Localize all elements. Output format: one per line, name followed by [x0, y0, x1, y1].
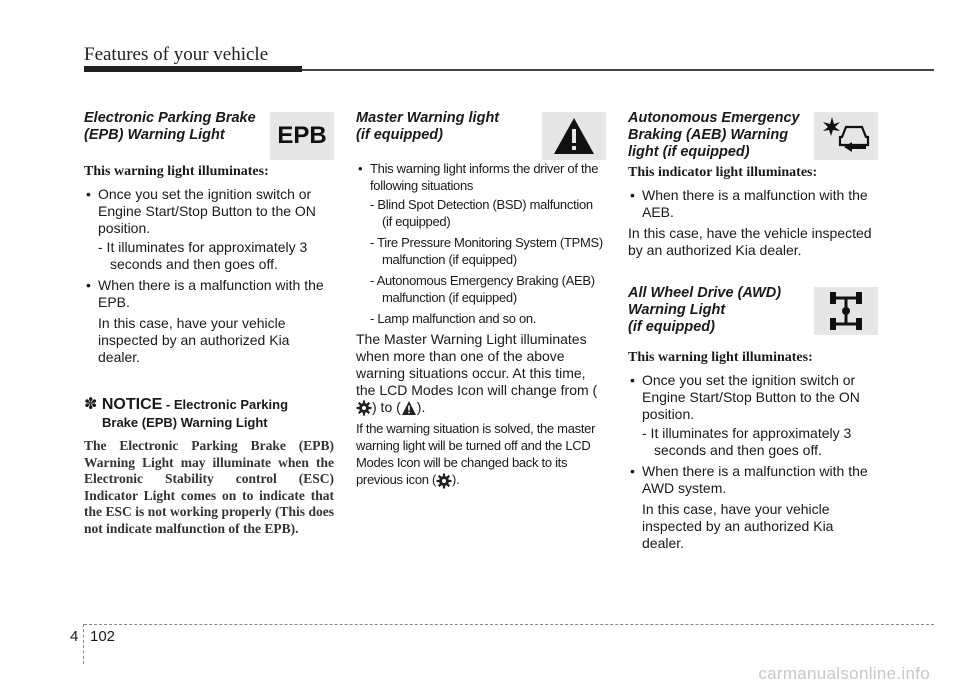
gear-icon [436, 473, 452, 489]
page-number: 102 [90, 628, 116, 645]
epb-inspect-note: In this case, have your vehicle inspected by an authorized Kia dealer. [98, 315, 290, 365]
notice-word: NOTICE [101, 396, 163, 413]
awd-inspect-note: In this case, have your vehicle inspected by an authorized Kia dealer. [642, 501, 834, 551]
master-sub-lamp: - Lamp malfunction and so on. [370, 311, 537, 326]
header-rule [302, 69, 934, 71]
aeb-bullet-malfunction: • When there is a malfunction with the AEB. [628, 187, 878, 221]
gear-icon [356, 400, 372, 416]
master-sub-aeb: - Autonomous Emergency Braking (AEB) malfunction (if equipped) [370, 273, 595, 305]
aeb-inspect-note: In this case, have the vehicle inspected by an authorized Kia dealer. [628, 225, 872, 258]
epb-bullet-ignition: • Once you set the ignition switch or Engine Start/Stop Button to the ON position. [84, 186, 334, 237]
master-sub-bsd: - Blind Spot Detection (BSD) malfunction (if equipped) [370, 197, 593, 229]
master-para-solved: If the warning situation is solved, the master warning light will be turned off and the LCD Modes Icon will be changed back to its previous icon ( ). [356, 421, 596, 488]
awd-title: All Wheel Drive (AWD) Warning Light (if equipped) [628, 285, 782, 335]
epb-icon: EPB [270, 112, 334, 160]
epb-section-header [84, 110, 334, 160]
awd-bullet-ignition: • Once you set the ignition switch or Engine Start/Stop Button to the ON position. [628, 372, 878, 423]
notice-body: The Electronic Parking Brake (EPB) Warning Light may illuminate when the Electronic Stability control (ESC) Indicator Light comes on to indicate that the ESC is not working properly (This does not indicate malfunction of the EPB). [84, 438, 334, 536]
master-title: Master Warning light (if equipped) [356, 110, 500, 143]
epb-title: Electronic Parking Brake (EPB) Warning Light [84, 110, 256, 143]
watermark: carmanualsonline.info [758, 664, 930, 683]
master-bullet-situations: • This warning light informs the driver of the following situations [356, 160, 606, 194]
column-aeb-awd [628, 110, 878, 556]
page-header-title: Features of your vehicle [84, 44, 269, 65]
footer-divider [83, 624, 84, 664]
aeb-title: Autonomous Emergency Braking (AEB) Warning light (if equipped) [628, 110, 800, 160]
awd-lead: This warning light illuminates: [628, 350, 813, 365]
header-thick-bar [84, 66, 302, 72]
footer-rule [84, 624, 934, 625]
aeb-collision-icon [814, 112, 878, 160]
awd-section-header [628, 285, 878, 336]
aeb-section-header [628, 110, 878, 161]
awd-drivetrain-icon [814, 287, 878, 335]
awd-bullet-malfunction: • When there is a malfunction with the AWD system. [628, 463, 878, 497]
epb-bullet-malfunction: • When there is a malfunction with the EPB. [84, 277, 334, 311]
master-sub-tpms: - Tire Pressure Monitoring System (TPMS) malfunction (if equipped) [370, 235, 603, 267]
warning-triangle-icon [542, 112, 606, 160]
epb-sub-duration: - It illuminates for approximately 3 seconds and then goes off. [98, 239, 308, 272]
notice-heading [84, 396, 334, 432]
chapter-number: 4 [70, 628, 79, 645]
column-epb [84, 110, 334, 537]
notice-title-2: Brake (EPB) Warning Light [102, 415, 268, 430]
notice-title-1: - Electronic Parking [162, 397, 289, 412]
aeb-lead: This indicator light illuminates: [628, 165, 818, 180]
notice-symbol: ✽ [84, 396, 98, 413]
master-section-header [356, 110, 606, 160]
column-master-warning [356, 110, 606, 493]
epb-lead: This warning light illuminates: [84, 164, 269, 179]
warning-triangle-small-icon [401, 400, 417, 416]
awd-sub-duration: - It illuminates for approximately 3 seconds and then goes off. [642, 425, 852, 458]
master-para-illuminates: The Master Warning Light illuminates when more than one of the above warning situations occur. At this time, the LCD Modes Icon will change from () to ( ). [356, 331, 598, 415]
